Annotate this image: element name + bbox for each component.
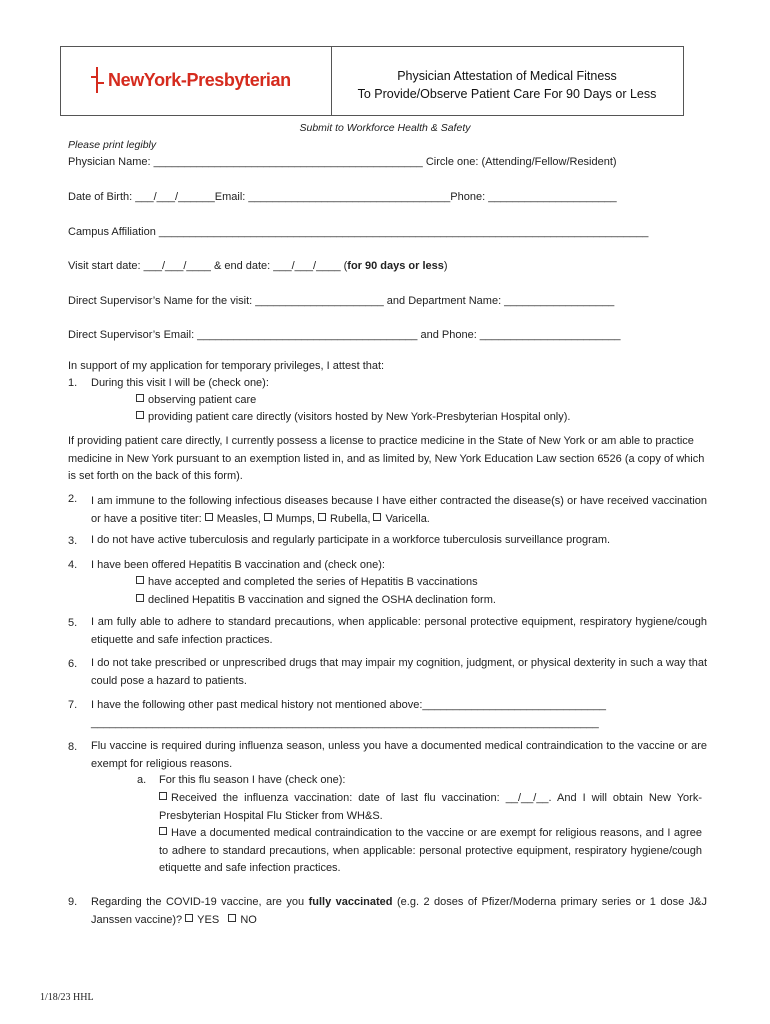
license-paragraph: If providing patient care directly, I currently possess a license to practice medicine in the State of New York or am able to practice medicine in New York pursuant to an exemption listed in, and as limited by, New York Education Law section 6526 (a copy of which is set forth on the back of this form).	[68, 435, 705, 482]
header-box	[60, 46, 684, 116]
item4-text: I have been offered Hepatitis B vaccination and (check one):	[91, 559, 385, 571]
checkbox-icon[interactable]	[264, 513, 272, 521]
logo	[91, 67, 291, 93]
item2-text: I am immune to the following infectious diseases because I have either contracted the disease(s) or have received vaccination or have a positive titer: Measles, Mumps, Rubella, Varicella.	[91, 495, 707, 525]
item-number: 5.	[68, 617, 78, 629]
campus-affiliation-field[interactable]: Campus Affiliation ________________________________________________________________________________	[68, 226, 649, 238]
checkbox-icon[interactable]	[373, 513, 381, 521]
item-number: 3.	[68, 535, 78, 547]
physician-name-field[interactable]: Physician Name: ____________________________________________ Circle one: (Attending/Fellow/Resident)	[68, 156, 617, 168]
item1-text: During this visit I will be (check one):	[91, 377, 269, 389]
item-number: 4.	[68, 559, 78, 571]
item-number: 8.	[68, 741, 78, 753]
checkbox-icon[interactable]	[318, 513, 326, 521]
title-line-1: Physician Attestation of Medical Fitness	[397, 69, 617, 83]
item-number: 1.	[68, 377, 78, 389]
item4-option-accepted[interactable]: have accepted and completed the series of Hepatitis B vaccinations	[136, 576, 478, 588]
item1-option-observing[interactable]: observing patient care	[136, 394, 256, 406]
checkbox-icon[interactable]	[228, 914, 236, 922]
page-title	[331, 67, 683, 103]
checkbox-icon[interactable]	[159, 792, 167, 800]
visit-dates-field[interactable]	[68, 260, 448, 272]
item6-text: I do not take prescribed or unprescribed drugs that may impair my cognition, judgment, or physical dexterity in such a way that could pose a hazard to patients.	[91, 657, 707, 687]
item-number: 9.	[68, 896, 78, 908]
supervisor-email-field[interactable]: Direct Supervisor’s Email: ____________________________________ and Phone: _______________________	[68, 329, 621, 341]
title-line-2: To Provide/Observe Patient Care For 90 Days or Less	[357, 87, 657, 101]
item4-option-declined[interactable]: declined Hepatitis B vaccination and signed the OSHA declination form.	[136, 594, 496, 606]
yes-option[interactable]: YES	[197, 913, 220, 926]
item1-option-providing[interactable]: providing patient care directly (visitors hosted by New York-Presbyterian Hospital only).	[136, 411, 570, 423]
submit-instruction: Submit to Workforce Health & Safety	[299, 122, 471, 134]
supervisor-name-field[interactable]: Direct Supervisor’s Name for the visit: _____________________ and Department Name: __________________	[68, 295, 615, 307]
checkbox-icon[interactable]	[136, 576, 144, 584]
item8-option-received[interactable]: Received the influenza vaccination: date of last flu vaccination: __/__/__. And I will obtain New York-Presbyterian Hospital Flu Sticker from WH&S.	[159, 792, 702, 822]
print-note: Please print legibly	[68, 139, 157, 151]
item-number: 7.	[68, 699, 78, 711]
checkbox-icon[interactable]	[205, 513, 213, 521]
visit-dates-suffix: )	[443, 260, 448, 272]
logo-text: NewYork-Presbyterian	[108, 69, 291, 90]
checkbox-icon[interactable]	[159, 827, 167, 835]
intro-text: In support of my application for temporary privileges, I attest that:	[68, 360, 385, 372]
item7-text[interactable]: I have the following other past medical history not mentioned above:______________________________	[91, 699, 606, 711]
item-number: 2.	[68, 493, 78, 505]
item7-line2[interactable]: ___________________________________________________________________________________	[91, 717, 599, 729]
item-number: 6.	[68, 658, 78, 670]
footer-revision: 1/18/23 HHL	[40, 992, 94, 1003]
item8-option-contraindication[interactable]: Have a documented medical contraindication to the vaccine or are exempt for religious reasons, and I agree to adhere to standard precautions, when applicable: personal protective equipment, respiratory hygiene/cough etiquette and safe infection practices.	[159, 827, 702, 874]
checkbox-icon[interactable]	[136, 394, 144, 402]
item8-sub-text: For this flu season I have (check one):	[159, 774, 346, 786]
item9-text: Regarding the COVID-19 vaccine, are you fully vaccinated (e.g. 2 doses of Pfizer/Moderna primary series or 1 dose J&J Janssen vaccine)? YES NO	[91, 896, 707, 926]
item8-text: Flu vaccine is required during influenza season, unless you have a documented medical contraindication to the vaccine or are exempt for religious reasons.	[91, 740, 707, 770]
checkbox-icon[interactable]	[185, 914, 193, 922]
visit-dates-prefix: Visit start date: ___/___/____ & end date: ___/___/____ (	[68, 260, 348, 272]
dob-email-phone-field[interactable]: Date of Birth: ___/___/______Email: _________________________________Phone: _____________________	[68, 191, 617, 203]
item3-text: I do not have active tuberculosis and regularly participate in a workforce tuberculosis surveillance program.	[91, 534, 611, 546]
visit-dates-bold: for 90 days or less	[347, 260, 444, 272]
checkbox-icon[interactable]	[136, 594, 144, 602]
checkbox-icon[interactable]	[136, 411, 144, 419]
no-option[interactable]: NO	[240, 913, 257, 926]
logo-mark-icon	[91, 67, 105, 93]
item8-sub-label: a.	[137, 774, 147, 786]
item5-text: I am fully able to adhere to standard precautions, when applicable: personal protective equipment, respiratory hygiene/cough etiquette and safe infection practices.	[91, 616, 707, 646]
